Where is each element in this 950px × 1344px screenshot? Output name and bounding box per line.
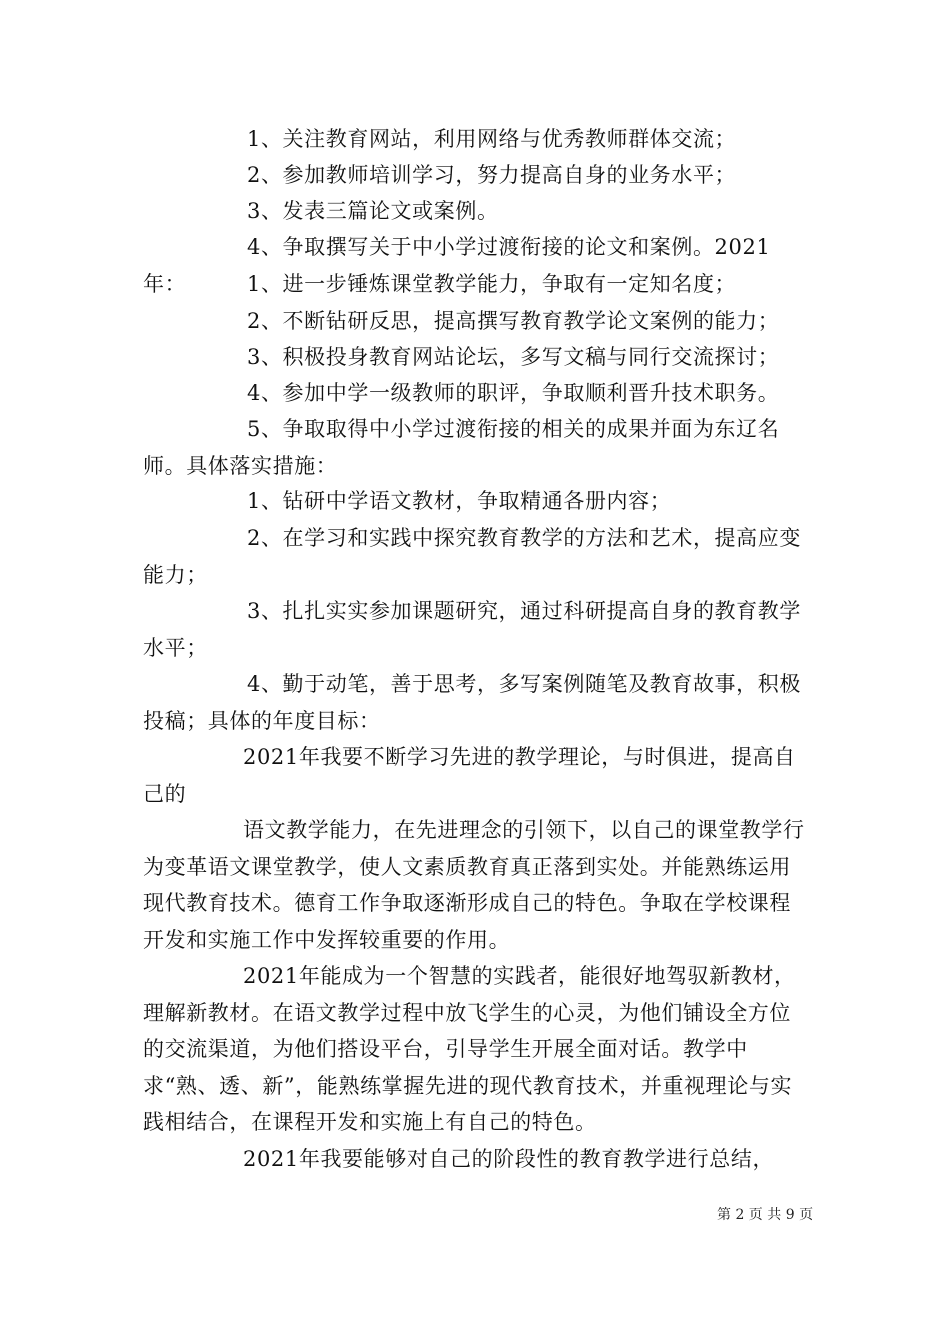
paragraph-measure-1: 1、钻研中学语文教材，争取精通各册内容； bbox=[247, 489, 672, 513]
paragraph-annual-target-2: 语文教学能力，在先进理念的引领下，以自己的课堂教学行为变革语文课堂教学，使人文素质教育真正落到实处。并能熟练运用现代教育技术。德育工作争取逐渐形成自己的特色。争取在学校课程开发和实施工作中发挥较重要的作用。 bbox=[143, 818, 805, 952]
paragraph-goal-3: 3、发表三篇论文或案例。 bbox=[247, 199, 499, 223]
paragraph-2021-goal-5: 5、争取取得中小学过渡衔接的相关的成果并面为东辽名师。具体落实措施： bbox=[143, 417, 780, 478]
paragraph-goal-1: 1、关注教育网站，利用网络与优秀教师群体交流； bbox=[247, 127, 737, 151]
paragraph-2021-goal-2: 2、不断钻研反思，提高撰写教育教学论文案例的能力； bbox=[247, 309, 780, 333]
paragraph-goal-4: 4、争取撰写关于中小学过渡衔接的论文和案例。2021年： bbox=[143, 235, 771, 296]
paragraph-2021-goal-1: 1、进一步锤炼课堂教学能力，争取有一定知名度； bbox=[247, 272, 737, 296]
paragraph-measure-3: 3、扎扎实实参加课题研究，通过科研提高自身的教育教学水平； bbox=[143, 599, 801, 660]
paragraph-measure-4: 4、勤于动笔，善于思考，多写案例随笔及教育故事，积极投稿；具体的年度目标： bbox=[143, 672, 801, 733]
paragraph-annual-target-4: 2021年我要能够对自己的阶段性的教育教学进行总结， bbox=[243, 1147, 775, 1171]
page-number-footer: 第 2 页 共 9 页 bbox=[717, 1207, 814, 1223]
paragraph-2021-goal-4: 4、参加中学一级教师的职评，争取顺利晋升技术职务。 bbox=[247, 381, 780, 405]
paragraph-measure-2: 2、在学习和实践中探究教育教学的方法和艺术，提高应变能力； bbox=[143, 526, 801, 587]
paragraph-annual-target-1: 2021年我要不断学习先进的教学理论，与时俱进，提高自己的 bbox=[143, 745, 796, 806]
paragraph-annual-target-3: 2021年能成为一个智慧的实践者，能很好地驾驭新教材，理解新教材。在语文教学过程中放飞学生的心灵，为他们铺设全方位的交流渠道，为他们搭设平台，引导学生开展全面对话。教学中求“熟、透、新”，能熟练掌握先进的现代教育技术，并重视理论与实践相结合，在课程开发和实施上有自己的特色。 bbox=[143, 964, 796, 1134]
paragraph-goal-2: 2、参加教师培训学习，努力提高自身的业务水平； bbox=[247, 163, 737, 187]
paragraph-2021-goal-3: 3、积极投身教育网站论坛，多写文稿与同行交流探讨； bbox=[247, 345, 780, 369]
